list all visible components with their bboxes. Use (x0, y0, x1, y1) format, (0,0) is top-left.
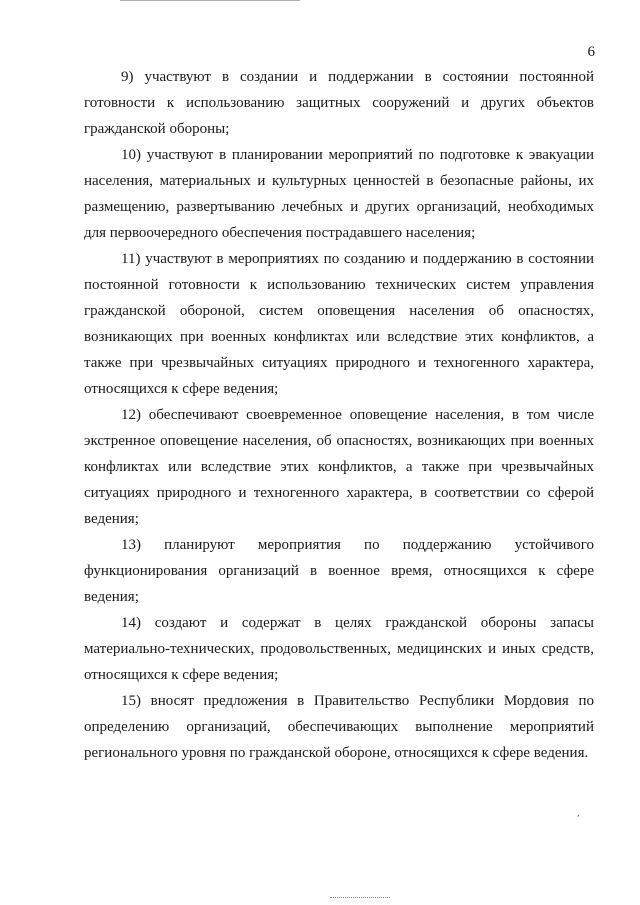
paragraph-item-11: 11) участвуют в мероприятиях по созданию и поддержанию в состоянии постоянной готовности к использованию технических систем управления гражданской обороной, систем оповещения населения об опасностях, возникающих при военных конфликтах или вследствие этих конфликтов, а также при чрезвычайных ситуациях природного и техногенного характера, относящихся к сфере ведения; (84, 251, 594, 397)
paragraph-item-15: 15) вносят предложения в Правительство Республики Мордовия по определению организаций, обеспечивающих выполнение мероприятий регионального уровня по гражданской обороне, относящихся к сфере ведения. (84, 693, 594, 761)
scan-bottom-dots (330, 897, 390, 899)
paragraph-item-13: 13) планируют мероприятия по поддержанию устойчивого функционирования организаций в военное время, относящихся к сфере ведения; (84, 537, 594, 605)
paragraph-item-14: 14) создают и содержат в целях гражданской обороны запасы материально-технических, продовольственных, медицинских и иных средств, относящихся к сфере ведения; (84, 615, 594, 683)
paragraph-item-12: 12) обеспечивают своевременное оповещение населения, в том числе экстренное оповещение населения, об опасностях, возникающих при военных конфликтах или вследствие этих конфликтов, а также при чрезвычайных ситуациях природного и техногенного характера, в соответствии со сферой ведения; (84, 407, 594, 527)
paragraph-item-10: 10) участвуют в планировании мероприятий по подготовке к эвакуации населения, материальных и культурных ценностей в безопасные районы, их размещению, развертыванию лечебных и других организаций, необходимых для первоочередного обеспечения пострадавшего населения; (84, 147, 594, 241)
scan-mark: ˊ (575, 811, 585, 827)
paragraph-item-9: 9) участвуют в создании и поддержании в состоянии постоянной готовности к использованию защитных сооружений и других объектов гражданской обороны; (84, 69, 594, 137)
page-number: 6 (587, 44, 595, 60)
document-body (84, 64, 594, 766)
scan-top-rule (120, 0, 300, 2)
